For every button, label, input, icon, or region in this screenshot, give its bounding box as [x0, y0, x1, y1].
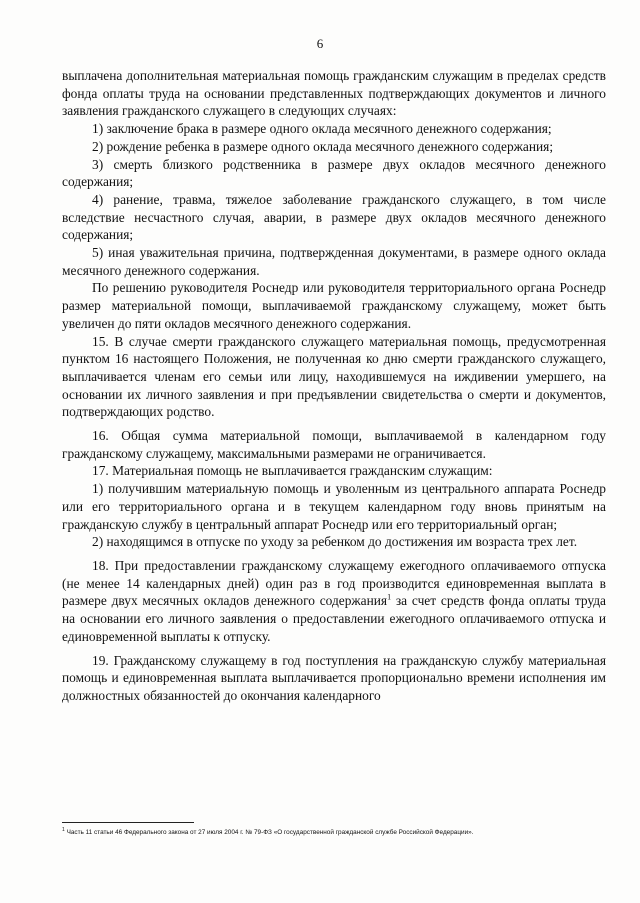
clause-18-continuation: за счет средств фонда оплаты труда на основании его личного заявления о предоставлении ежегодного оплачиваемого отпуска и единовременной выплаты к отпуску. — [62, 593, 606, 644]
footnote-marker: 1 — [387, 592, 392, 602]
clause-18 — [62, 557, 606, 646]
clause-16: 16. Общая сумма материальной помощи, выплачиваемой в календарном году гражданскому служащему, максимальными размерами не ограничивается. — [62, 428, 606, 461]
clause-15: 15. В случае смерти гражданского служащего материальная помощь, предусмотренная пунктом 16 настоящего Положения, не полученная ко дню смерти гражданского служащего, выплачивается членам его семьи или лицу, находившемуся на иждивении умершего, на основании их личного заявления и при предъявлении свидетельства о смерти и документов, подтверждающих родство. — [62, 333, 606, 420]
page-number: 6 — [316, 36, 324, 51]
paragraph: По решению руководителя Роснедр или руководителя территориального органа Роснедр размер материальной помощи, выплачиваемой гражданскому служащему, может быть увеличен до пяти окладов месячного денежного содержания. — [62, 280, 606, 331]
list-item: 1) получившим материальную помощь и уволенным из центрального аппарата Роснедр или его территориального органа и в текущем календарном году вновь принятым на гражданскую службу в центральный аппарат Роснедр или его территориальный орган; — [62, 481, 606, 532]
list-item: 3) смерть близкого родственника в размере двух окладов месячного денежного содержания; — [62, 156, 606, 190]
clause-18-text: 18. При предоставлении гражданскому служащему ежегодного оплачиваемого отпуска (не менее 14 календарных дней) один раз в год производится единовременная выплата в размере двух месячных окладов денежного содержания — [62, 557, 606, 609]
footnote-text: Часть 11 статьи 46 Федерального закона от 27 июля 2004 г. № 79-ФЗ «О государственной гражданской службе Российской Федерации». — [66, 829, 474, 836]
list-item: 4) ранение, травма, тяжелое заболевание гражданского служащего, в том числе вследствие несчастного случая, аварии, в размере двух окладов месячного денежного содержания; — [62, 191, 606, 243]
clause-17: 17. Материальная помощь не выплачивается гражданским служащим: — [92, 463, 493, 479]
list-item: 1) заключение брака в размере одного оклада месячного денежного содержания; — [92, 121, 552, 137]
list-item: 5) иная уважительная причина, подтвержденная документами, в размере одного оклада месячного денежного содержания. — [62, 245, 606, 278]
paragraph: выплачена дополнительная материальная помощь гражданским служащим в пределах средств фонда оплаты труда на основании представленных подтверждающих документов и личного заявления гражданского служащего в следующих случаях: — [62, 68, 606, 119]
footnote — [62, 826, 606, 837]
footnote-number: 1 — [62, 826, 65, 833]
footnote-divider — [62, 822, 194, 823]
list-item: 2) рождение ребенка в размере одного оклада месячного денежного содержания; — [92, 138, 554, 154]
document-body — [62, 67, 606, 705]
clause-19: 19. Гражданскому служащему в год поступления на гражданскую службу материальная помощь и единовременная выплата выплачивается пропорционально времени исполнения им должностных обязанностей до окончания календарного — [62, 652, 606, 703]
list-item: 2) находящимся в отпуске по уходу за ребенком до достижения им возраста трех лет. — [92, 534, 578, 550]
